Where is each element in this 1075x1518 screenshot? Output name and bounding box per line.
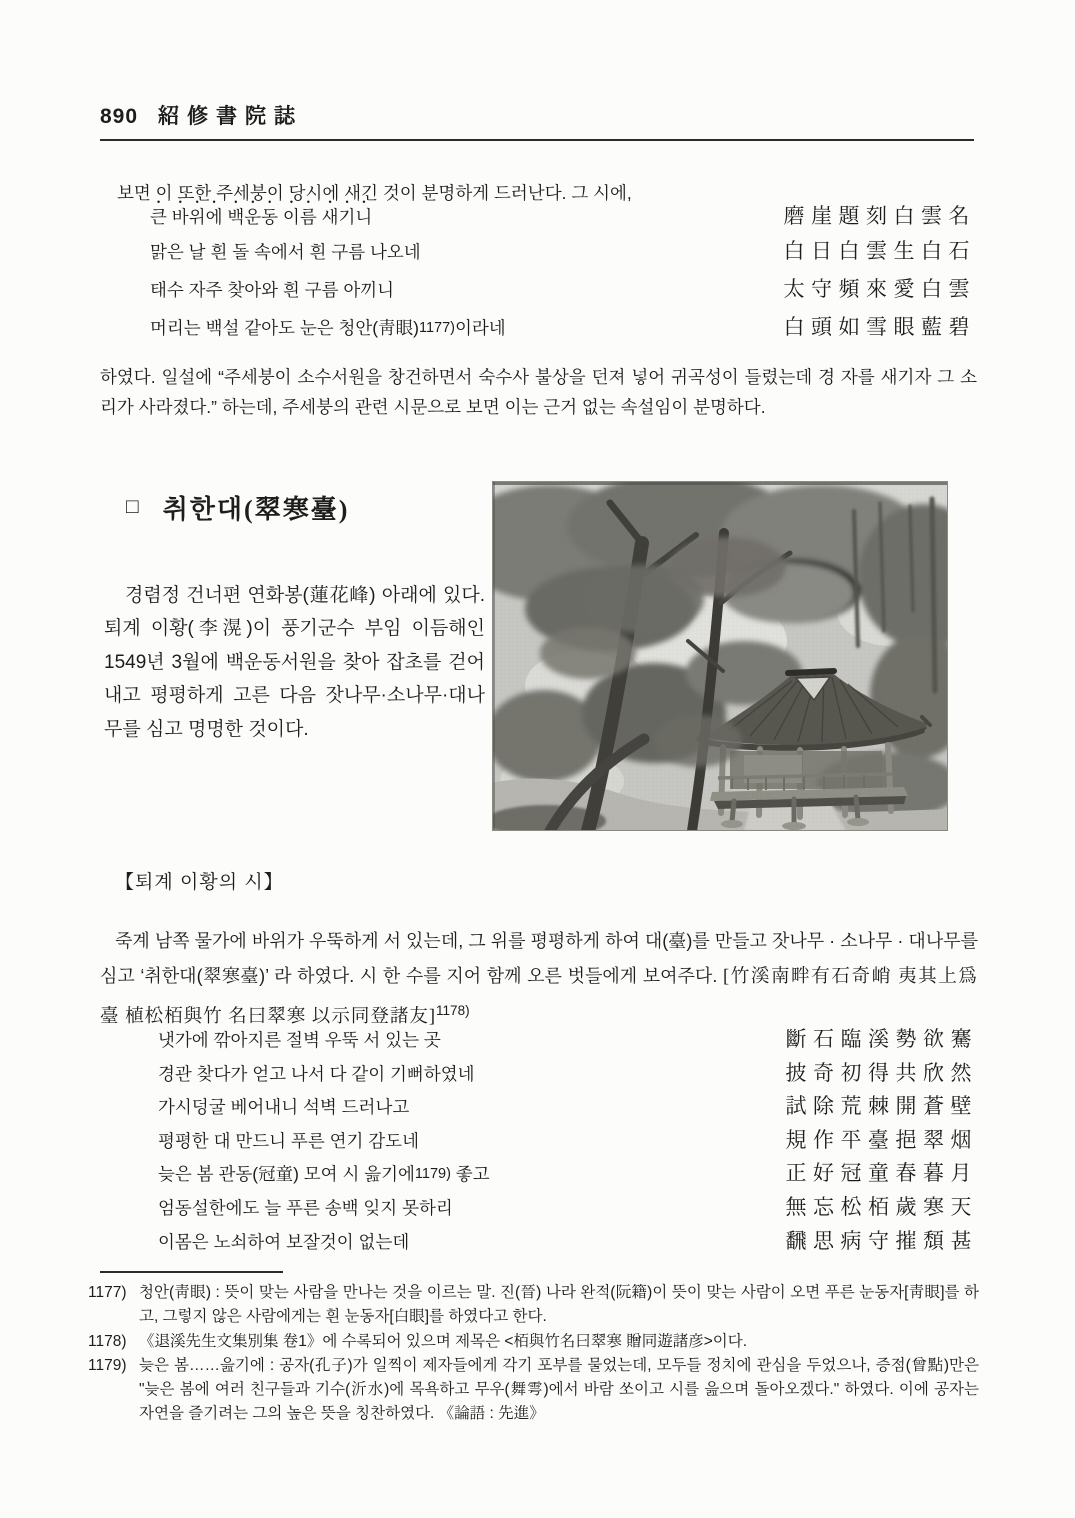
poem-korean: 엄동설한에도 늘 푸른 송백 잊지 못하리 xyxy=(158,1197,453,1218)
poem-line xyxy=(158,1124,978,1158)
footnote-divider xyxy=(100,1271,283,1273)
poem-line xyxy=(158,1191,978,1225)
poem-korean: 맑은 날 흰 돌 속에서 흰 구름 나오네 xyxy=(150,242,421,262)
page-number: 890 xyxy=(100,105,139,128)
poem-hanja: 披奇初得共欣然 xyxy=(785,1060,978,1085)
poem-hanja: 規作平臺挹翠烟 xyxy=(785,1127,978,1152)
section-title: 취한대(翠寒臺) xyxy=(162,495,350,524)
poem-korean xyxy=(150,315,784,340)
square-bullet-icon: □ xyxy=(126,494,141,518)
poem-hanja: 無忘松栢歲寒天 xyxy=(785,1194,978,1219)
footnote-text: 늦은 봄……읊기에 : 공자(孔子)가 일찍이 제자들에게 각기 포부를 물었는데, 모두들 정치에 관심을 두었으나, 증점(曾點)만은 "늦은 봄에 여러 친구들과 기수(沂水)에 목욕하고 무우(舞雩)에서 바람 쏘이고 시를 읊으며 돌아오겠다." 하였다. 이에 공자는 자연을 즐기려는 그의 높은 뜻을 칭찬하였다. 《論語 : 先進》 xyxy=(139,1357,979,1422)
poem-korean: 태수 자주 찾아와 흰 구름 아끼니 xyxy=(150,280,395,300)
poem-hanja: 磨崖題刻白雲名 xyxy=(783,204,976,228)
poem-korean: 큰 바위에 백운동 이름 새기니 xyxy=(150,207,373,227)
footnote xyxy=(88,1354,979,1425)
poem-line xyxy=(150,311,976,349)
footnote-ref-1177: 1177) xyxy=(418,320,455,336)
poem-korean: 경관 찾다가 얻고 나서 다 같이 기뻐하였네 xyxy=(158,1063,475,1084)
poem-line xyxy=(158,1225,978,1259)
poem-chwihandae xyxy=(158,1023,978,1258)
poem-korean: 가시덩굴 베어내니 석벽 드러나고 xyxy=(158,1097,410,1118)
page-header xyxy=(100,100,974,141)
poem-hanja: 太守頻來愛白雲 xyxy=(783,277,976,301)
section-description: 경렴정 건너편 연화봉(蓮花峰) 아래에 있다. 퇴계 이황(李滉)이 풍기군수 부임 이듬해인 1549년 3월에 백운동서원을 찾아 잡초를 걷어내고 평평하게 고른 다음 잣나무·소나무·대나무를 심고 명명한 것이다. xyxy=(104,585,485,740)
poem-hanja: 白頭如雪眼藍碧 xyxy=(783,315,976,339)
poem-line xyxy=(150,273,976,311)
footnotes xyxy=(88,1281,979,1427)
footnote-number: 1179) xyxy=(88,1357,127,1375)
poem-korean-text: 늦은 봄 관동(冠童) 모여 시 읊기에 xyxy=(158,1164,415,1185)
intro-paragraph: 보면 이 또한 주세붕이 당시에 새긴 것이 분명하게 드러난다. 그 시에, xyxy=(117,182,632,203)
footnote xyxy=(88,1281,979,1329)
footnote-text: 《退溪先生文集別集 卷1》에 수록되어 있으며 제목은 <栢與竹名曰翠寒 贈同遊諸彦>이다. xyxy=(139,1332,748,1350)
poem-hanja: 飜思病守摧頹甚 xyxy=(785,1228,978,1253)
toegye-intro-korean: 죽계 남쪽 물가에 바위가 우뚝하게 서 있는데, 그 위를 평평하게 하여 대(臺)를 만들고 잣나무 · 소나무 · 대나무를 심고 ‘취한대(翠寒臺)’ 라 하였다. 시 한 수를 지어 함께 오른 벗들에게 보여주다. xyxy=(100,931,978,986)
poem-line xyxy=(158,1157,978,1191)
poem-korean xyxy=(158,1161,786,1186)
pavilion-photo-illustration xyxy=(492,481,948,831)
footnote-ref-1178: 1178) xyxy=(436,1003,470,1018)
poem-hanja: 試除荒棘開蒼壁 xyxy=(785,1094,978,1119)
footnote xyxy=(88,1330,979,1354)
poem-line xyxy=(158,1023,978,1057)
poem-hanja: 正好冠童春暮月 xyxy=(785,1161,978,1186)
legend-paragraph: 하였다. 일설에 “주세붕이 소수서원을 창건하면서 숙수사 불상을 던져 넣어 귀곡성이 들렸는데 경 자를 새기자 그 소리가 사라졌다.” 하는데, 주세붕의 관련 시문으로 보면 이는 근거 없는 속설임이 분명하다. xyxy=(100,366,977,417)
footnote-number: 1178) xyxy=(88,1332,127,1350)
poem-hanja: 斷石臨溪勢欲騫 xyxy=(785,1027,978,1051)
toegye-intro-paragraph xyxy=(100,924,978,1035)
poem-hanja: 白日白雲生白石 xyxy=(783,239,976,263)
poem-korean: 평평한 대 만드니 푸른 연기 감도네 xyxy=(158,1130,419,1151)
footnote-text: 청안(靑眼) : 뜻이 맞는 사람을 만나는 것을 이르는 말. 진(晉) 나라 완적(阮籍)이 뜻이 맞는 사람이 오면 푸른 눈동자[靑眼]를 하고, 그렇지 않은 사람에게는 흰 눈동자[白眼]를 하였다고 한다. xyxy=(139,1284,979,1325)
poem-korean: 냇가에 깎아지른 절벽 우뚝 서 있는 곳 xyxy=(158,1030,441,1050)
poem-line xyxy=(158,1090,978,1124)
poem-korean-text: 좋고 xyxy=(450,1164,490,1185)
poem-korean-text: 머리는 백설 같아도 눈은 청안(靑眼) xyxy=(150,318,419,338)
poem-line xyxy=(150,235,976,273)
footnote-ref-1179: 1179) xyxy=(414,1166,451,1183)
poem-korean-text: 이라네 xyxy=(454,318,506,338)
poem-line xyxy=(158,1057,978,1091)
section-heading xyxy=(126,489,349,526)
poem-line xyxy=(150,197,976,235)
footnote-number: 1177) xyxy=(88,1284,127,1301)
toegye-poem-heading: 【퇴계 이황의 시】 xyxy=(115,872,284,893)
chwihandae-photo xyxy=(492,481,948,831)
poem-baegundong xyxy=(150,197,976,349)
poem-korean: 이몸은 노쇠하여 보잘것이 없는데 xyxy=(158,1231,410,1252)
book-title: 紹修書院誌 xyxy=(158,104,304,128)
toegye-intro-hanja: [竹溪南畔有石奇峭 夷其上爲臺 植松栢與竹 名曰翠寒 以示同登諸友] xyxy=(100,966,978,1027)
